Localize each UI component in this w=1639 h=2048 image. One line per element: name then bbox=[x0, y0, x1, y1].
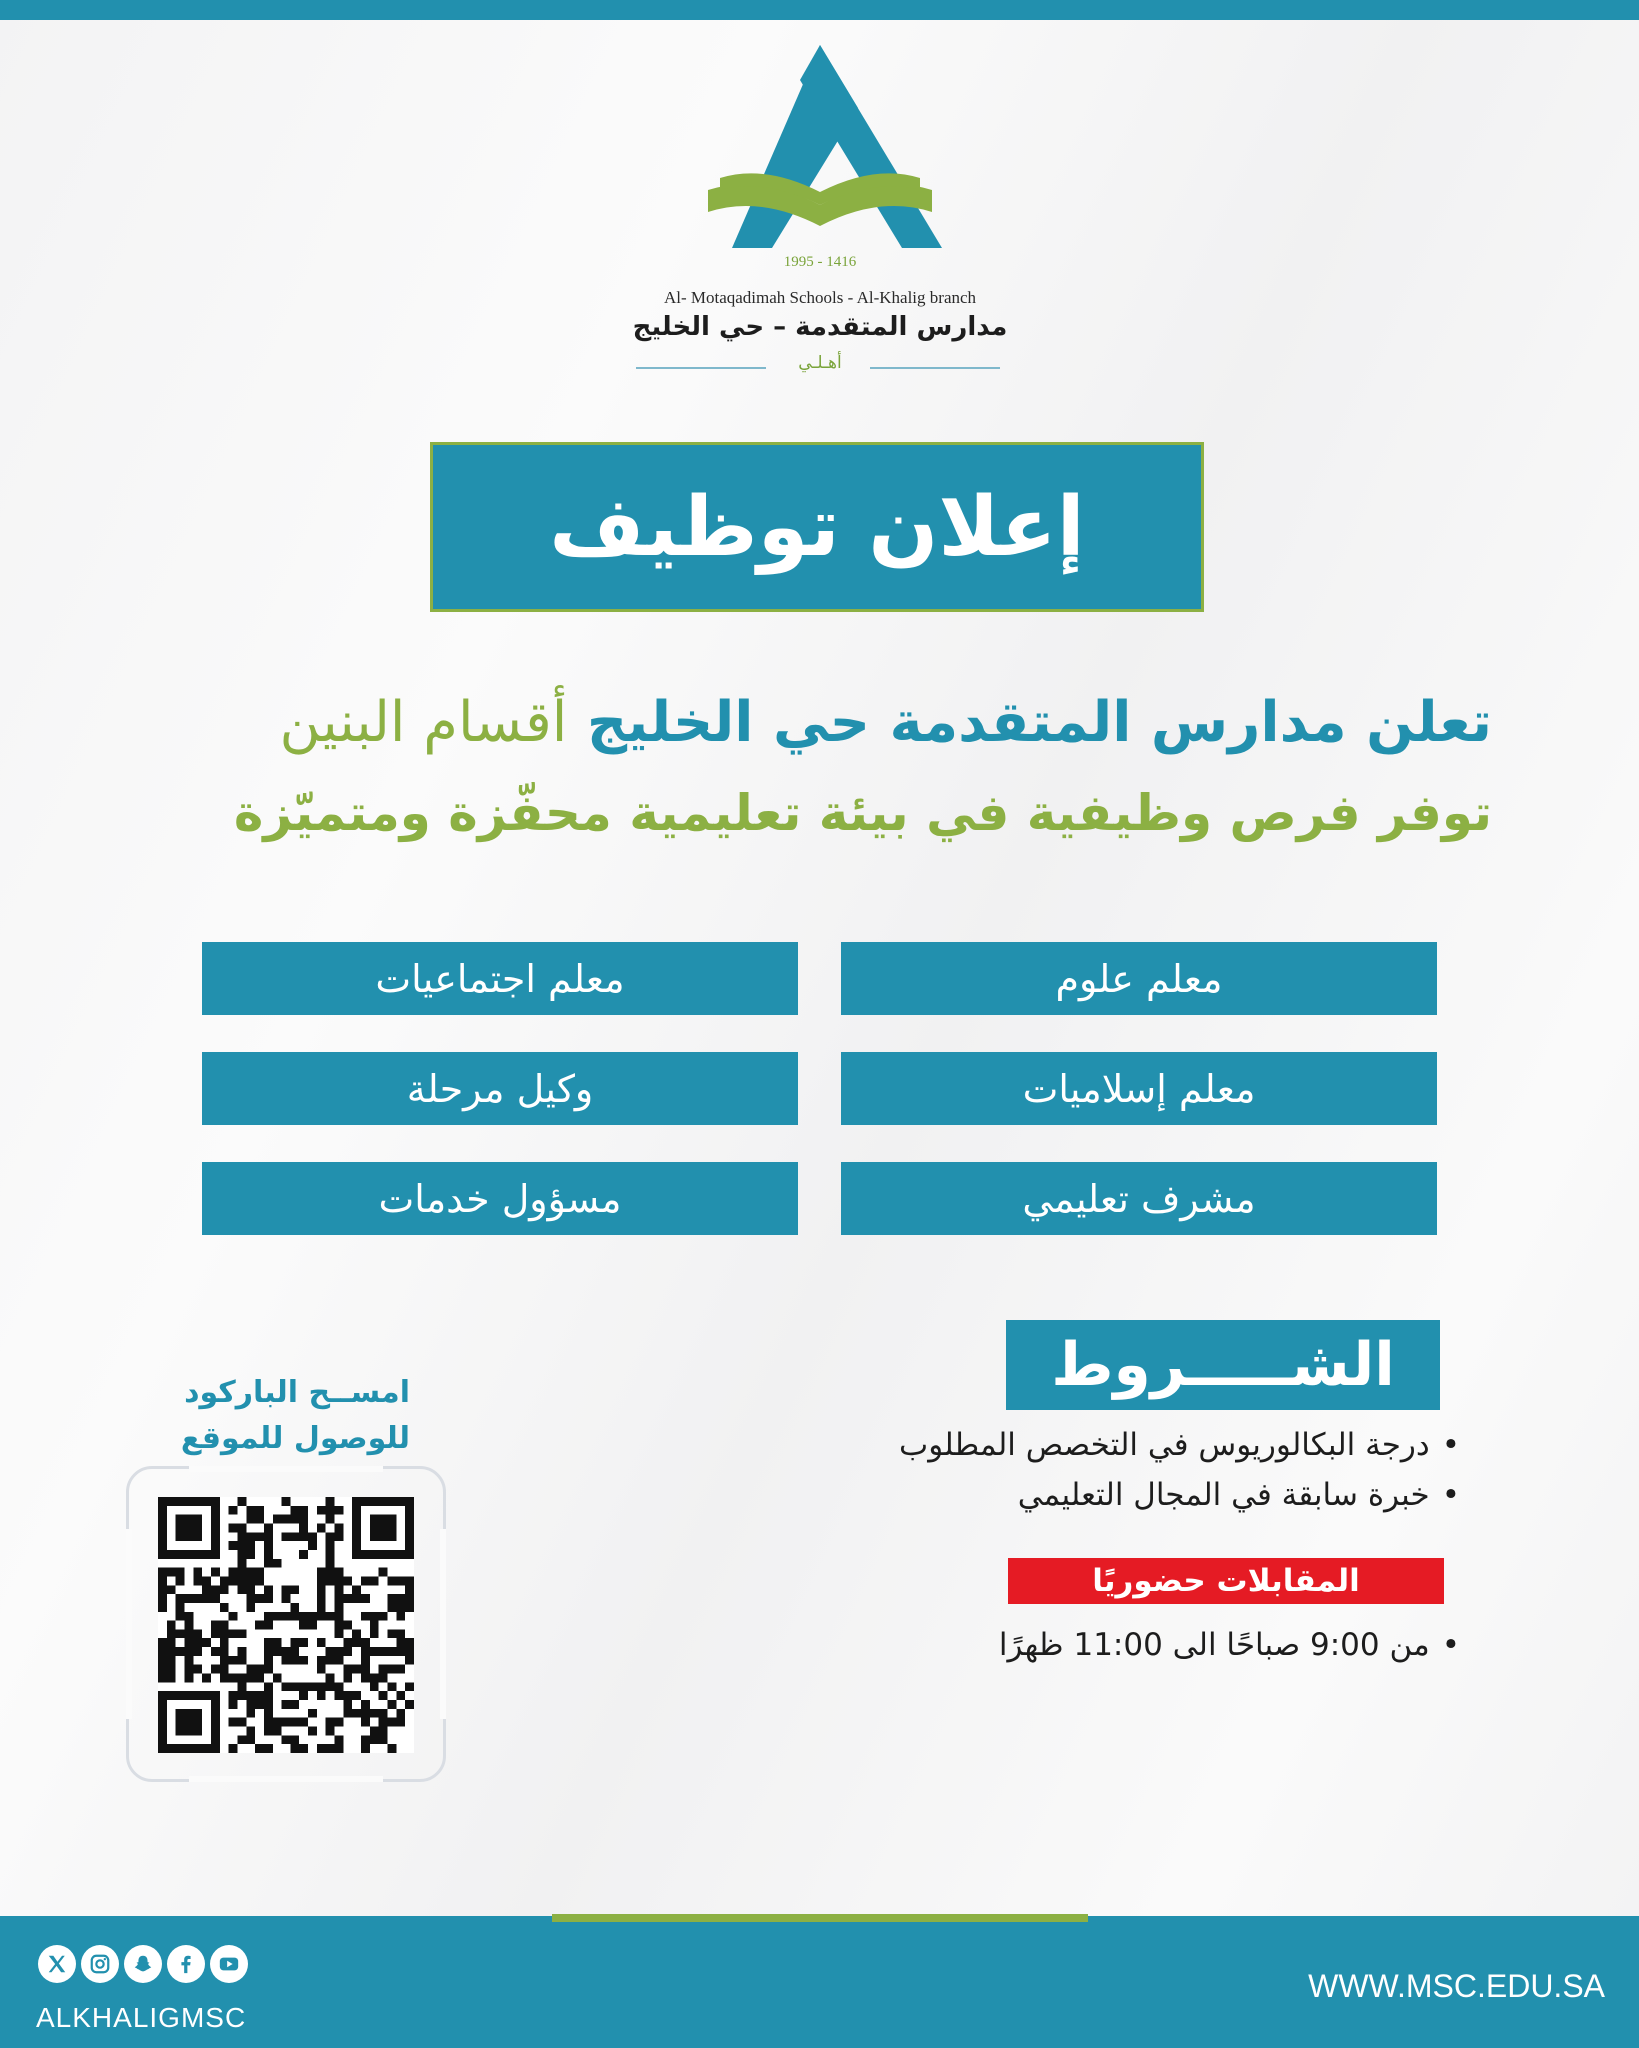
condition-item: • خبرة سابقة في المجال التعليمي bbox=[700, 1470, 1460, 1520]
footer-accent-bar bbox=[552, 1914, 1088, 1922]
headline-line-1 bbox=[100, 690, 1492, 755]
x-icon[interactable] bbox=[38, 1945, 76, 1983]
interviews-badge: المقابلات حضوريًا bbox=[1008, 1558, 1444, 1604]
qr-code[interactable] bbox=[158, 1497, 414, 1753]
qr-caption-line-1: امســح الباركود bbox=[184, 1375, 410, 1410]
school-logo bbox=[620, 40, 1020, 390]
logo-name-arabic: مدارس المتقدمة – حي الخليج bbox=[632, 312, 1008, 342]
snapchat-icon[interactable] bbox=[124, 1945, 162, 1983]
headline-line-2: توفر فرص وظيفية في بيئة تعليمية محفّزة ومتميّزة bbox=[233, 784, 1492, 842]
job-services-officer: مسؤول خدمات bbox=[202, 1162, 798, 1235]
logo-divider-right bbox=[870, 367, 1000, 369]
social-handle[interactable]: ALKHALIGMSC bbox=[36, 2002, 247, 2033]
interview-time-list bbox=[700, 1620, 1460, 1670]
headline-section: أقسام البنين bbox=[279, 690, 568, 755]
qr-caption bbox=[130, 1370, 410, 1462]
conditions-title: الشـــــروط bbox=[1006, 1320, 1440, 1410]
logo-years: 1995 - 1416 bbox=[783, 254, 857, 270]
interview-time: • من 9:00 صباحًا الى 11:00 ظهرًا bbox=[700, 1620, 1460, 1670]
headline-school: تعلن مدارس المتقدمة حي الخليج bbox=[586, 690, 1492, 755]
job-islamic-teacher: معلم إسلاميات bbox=[841, 1052, 1437, 1125]
social-icons bbox=[38, 1945, 248, 1983]
youtube-icon[interactable] bbox=[210, 1945, 248, 1983]
condition-item: • درجة البكالوريوس في التخصص المطلوب bbox=[700, 1420, 1460, 1470]
instagram-icon[interactable] bbox=[81, 1945, 119, 1983]
website-link[interactable]: WWW.MSC.EDU.SA bbox=[1308, 1968, 1605, 2004]
logo-name-english: Al- Motaqadimah Schools - Al-Khalig branch bbox=[663, 288, 977, 307]
job-social-studies-teacher: معلم اجتماعيات bbox=[202, 942, 798, 1015]
title-banner bbox=[430, 442, 1204, 612]
job-science-teacher: معلم علوم bbox=[841, 942, 1437, 1015]
logo-mark-icon bbox=[680, 40, 960, 280]
top-bar bbox=[0, 0, 1639, 20]
qr-caption-line-2: للوصول للموقع bbox=[180, 1421, 410, 1456]
conditions-list bbox=[700, 1420, 1460, 1520]
banner-title: إعلان توظيف bbox=[549, 479, 1085, 575]
job-educational-supervisor: مشرف تعليمي bbox=[841, 1162, 1437, 1235]
facebook-icon[interactable] bbox=[167, 1945, 205, 1983]
logo-type: أهـلـي bbox=[798, 353, 842, 373]
job-stage-deputy: وكيل مرحلة bbox=[202, 1052, 798, 1125]
